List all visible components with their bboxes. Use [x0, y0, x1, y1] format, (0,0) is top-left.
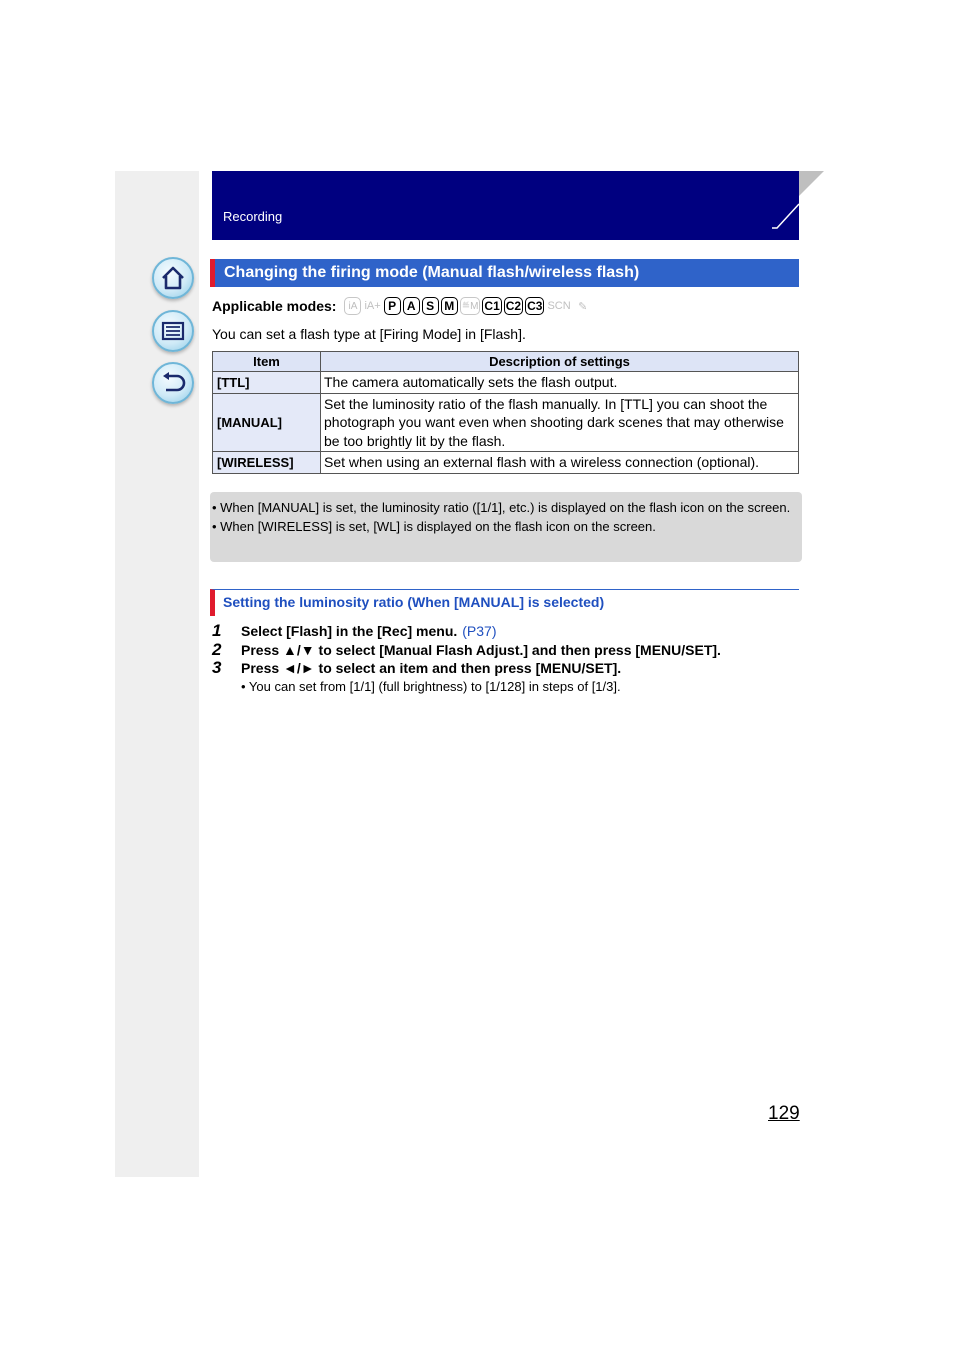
mode-icon-c2: C2	[505, 299, 522, 313]
step-number: 3	[212, 658, 222, 677]
step-text: Select [Flash] in the [Rec] menu.	[241, 623, 458, 639]
page-number: 129	[768, 1103, 800, 1124]
note-item: • When [MANUAL] is set, the luminosity ratio ([1/1], etc.) is displayed on the flash icon on the screen.	[212, 500, 791, 515]
mode-icon-m: M	[441, 297, 458, 315]
table-header-description: Description of settings	[321, 352, 799, 372]
table-cell-description: The camera automatically sets the flash output.	[321, 372, 799, 394]
back-arrow-icon[interactable]	[152, 362, 194, 404]
subsection-title: Setting the luminosity ratio (When [MANUAL] is selected)	[210, 589, 799, 616]
note-item: • When [WIRELESS] is set, [WL] is displayed on the flash icon on the screen.	[212, 518, 656, 534]
table-cell-item: [WIRELESS]	[213, 452, 321, 474]
mode-icons	[344, 297, 593, 315]
settings-table	[212, 351, 799, 474]
table-cell-description: Set the luminosity ratio of the flash manually. In [TTL] you can shoot the photograph you want even when shooting dark scenes that may otherwise be too brightly lit by the flash.	[321, 393, 799, 452]
header-band	[212, 171, 799, 240]
mode-icon-s: S	[422, 297, 439, 315]
mode-icon-c3: C3	[527, 299, 543, 313]
mode-icon-p: P	[384, 297, 401, 315]
intro-text: You can set a flash type at [Firing Mode] in [Flash].	[212, 326, 526, 342]
mode-icon-: ✎	[578, 300, 588, 313]
table-row	[213, 393, 799, 452]
step-number: 2	[212, 640, 222, 659]
mode-icon-m: ≝M	[460, 297, 481, 315]
mode-icon-ia: iA+	[364, 300, 381, 312]
mode-icon-scn: SCN	[547, 300, 571, 312]
step-2	[212, 640, 721, 660]
table-cell-item: [TTL]	[213, 372, 321, 394]
step-number: 1	[212, 621, 222, 640]
applicable-modes	[212, 296, 594, 316]
step-text: Press ◄/► to select an item and then press [MENU/SET].	[241, 660, 622, 676]
page-reference-link[interactable]: (P37)	[462, 623, 497, 639]
chapter-label: Recording	[223, 209, 283, 224]
mode-icon-ia: iA	[344, 297, 361, 315]
table-cell-description: Set when using an external flash with a wireless connection (optional).	[321, 452, 799, 474]
step-text: Press ▲/▼ to select [Manual Flash Adjust.] and then press [MENU/SET].	[241, 642, 721, 658]
table-cell-item: [MANUAL]	[213, 393, 321, 452]
step-3	[212, 658, 621, 678]
notes-box	[210, 492, 802, 562]
menu-list-icon[interactable]	[152, 310, 194, 352]
mode-icon-c1: C1	[484, 299, 500, 313]
table-row	[213, 452, 799, 474]
step-1	[212, 621, 497, 641]
table-row	[213, 372, 799, 394]
header-corner-decoration	[770, 171, 824, 240]
home-icon[interactable]	[152, 257, 194, 299]
section-title: Changing the firing mode (Manual flash/wireless flash)	[210, 259, 799, 287]
table-header-row	[213, 352, 799, 372]
table-header-item: Item	[213, 352, 321, 372]
mode-icon-a: A	[403, 297, 420, 315]
step-note: • You can set from [1/1] (full brightness) to [1/128] in steps of [1/3].	[241, 679, 621, 694]
applicable-modes-label: Applicable modes:	[212, 298, 337, 314]
